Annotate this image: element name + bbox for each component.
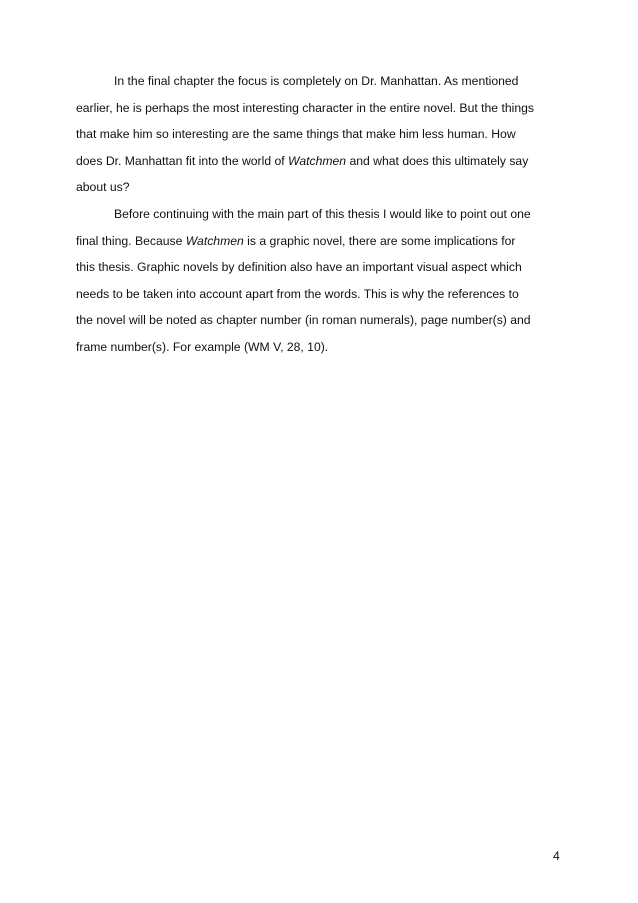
italic-title: Watchmen	[288, 153, 347, 168]
page-number: 4	[553, 849, 560, 863]
paragraph-2	[76, 201, 566, 361]
body-text	[76, 68, 566, 361]
text-line	[76, 148, 566, 175]
text-run: needs to be taken into account apart from the words. This is why the references to	[76, 286, 519, 301]
text-line	[76, 121, 566, 148]
text-line	[76, 254, 566, 281]
text-run: this thesis. Graphic novels by definition also have an important visual aspect which	[76, 260, 522, 275]
text-run: the novel will be noted as chapter number (in roman numerals), page number(s) and	[76, 313, 531, 328]
text-line	[76, 281, 566, 308]
text-line	[76, 201, 566, 228]
text-run: earlier, he is perhaps the most interesting character in the entire novel. But the things	[76, 100, 534, 115]
text-run: that make him so interesting are the same things that make him less human. How	[76, 127, 516, 142]
paragraph-1	[76, 68, 566, 201]
text-line	[76, 334, 566, 361]
text-line	[76, 68, 566, 95]
text-line	[76, 307, 566, 334]
text-run: Before continuing with the main part of this thesis I would like to point out one	[114, 206, 531, 221]
text-run: about us?	[76, 180, 130, 195]
text-run: frame number(s). For example (WM V, 28, 10).	[76, 339, 329, 354]
text-run: In the final chapter the focus is completely on Dr. Manhattan. As mentioned	[114, 74, 519, 88]
text-run: and what does this ultimately say	[346, 153, 529, 168]
text-line	[76, 228, 566, 255]
italic-title: Watchmen	[185, 233, 244, 248]
text-run: is a graphic novel, there are some implications for	[243, 233, 516, 248]
text-run: does Dr. Manhattan fit into the world of	[76, 153, 289, 168]
text-line	[76, 174, 566, 201]
text-run: final thing. Because	[76, 233, 186, 248]
text-line	[76, 95, 566, 122]
